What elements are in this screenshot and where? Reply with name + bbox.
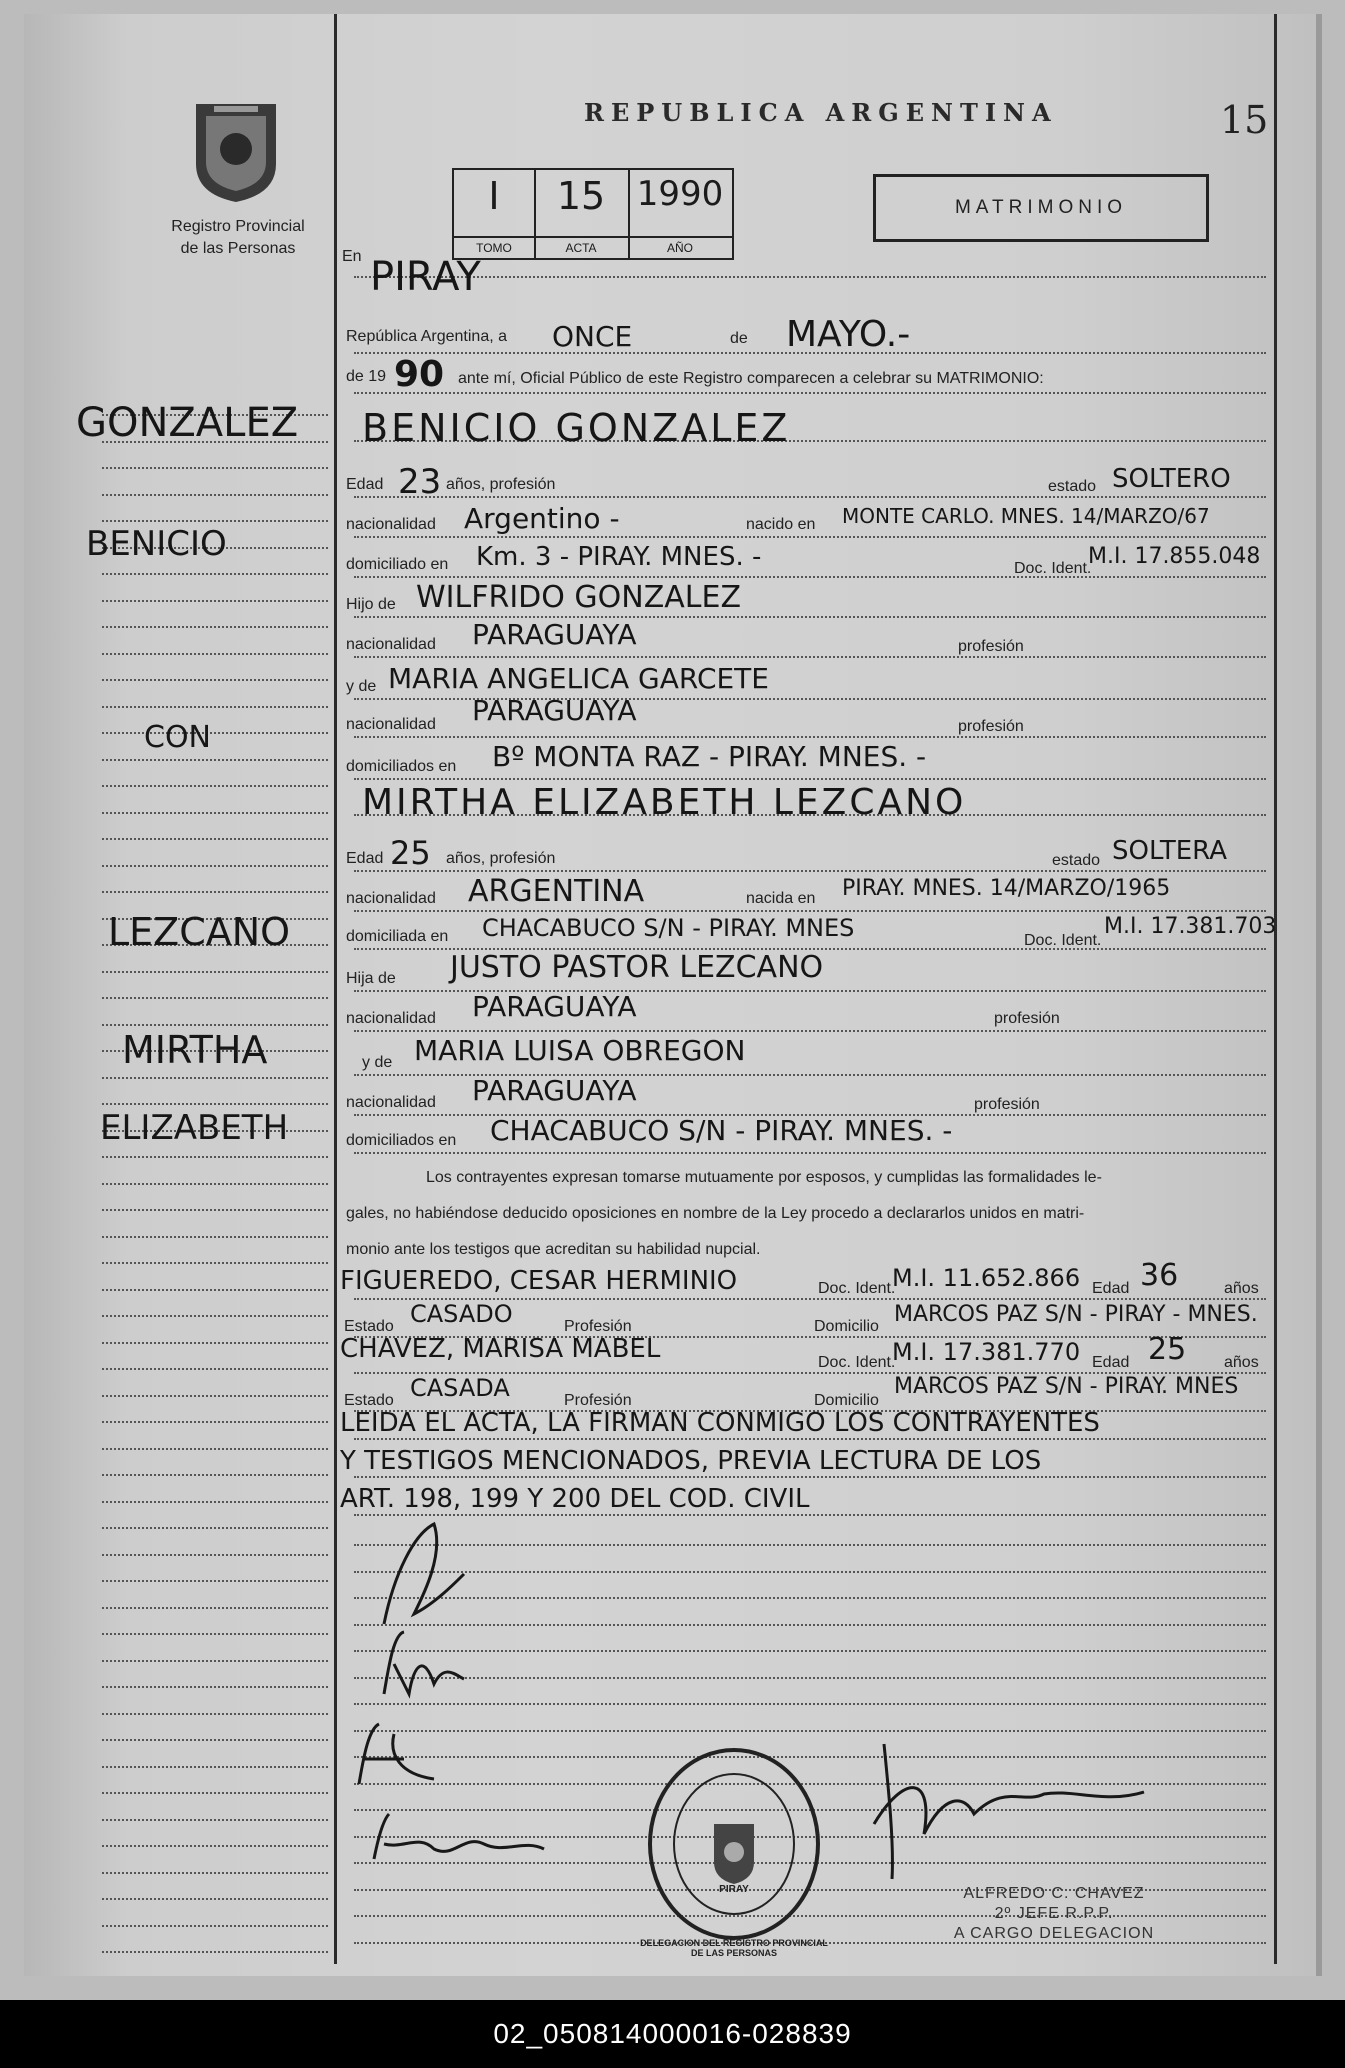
body-dotted-line <box>354 736 1266 738</box>
margin-dotted-line <box>102 1183 328 1185</box>
body-dotted-line <box>354 870 1266 872</box>
margin-surname-bride: LEZCANO <box>108 910 291 954</box>
ano-label: AÑO <box>628 236 732 258</box>
margin-dotted-line <box>102 1739 328 1741</box>
margin-dotted-line <box>102 1713 328 1715</box>
margin-dotted-line <box>102 1792 328 1794</box>
margin-dotted-line <box>102 1633 328 1635</box>
bride-parents-dom: CHACABUCO S/N - PIRAY. MNES. - <box>490 1114 953 1147</box>
margin-name-bride-2: ELIZABETH <box>100 1108 289 1148</box>
groom-yde-label: y de <box>346 678 377 695</box>
groom-nacido: MONTE CARLO. MNES. 14/MARZO/67 <box>842 504 1210 528</box>
ano-cell <box>628 170 732 258</box>
bride-nacida: PIRAY. MNES. 14/MARZO/1965 <box>842 876 1171 901</box>
margin-dotted-line <box>102 1951 328 1953</box>
witness1-signature <box>344 1714 454 1794</box>
margin-name-bride-1: MIRTHA <box>122 1028 268 1072</box>
body-dotted-line <box>354 496 1266 498</box>
acta-value: 15 <box>556 174 606 218</box>
margin-dotted-line <box>102 600 328 602</box>
margin-dotted-line <box>102 1289 328 1291</box>
margin-dotted-line <box>102 732 328 734</box>
groom-profesion-label: años, profesión <box>446 476 556 493</box>
body-dotted-line <box>354 1571 1266 1573</box>
witness2-doc-label: Doc. Ident. <box>818 1354 896 1371</box>
witness1-estado: CASADO <box>410 1300 513 1328</box>
witness1-estado-label: Estado <box>344 1318 394 1335</box>
declaration-line-2: gales, no habiéndose deducido oposiciones en nombre de la Ley procedo a declararlos unidos en matri- <box>346 1205 1085 1222</box>
margin-dotted-line <box>102 1686 328 1688</box>
margin-dotted-line <box>102 1819 328 1821</box>
margin-dotted-line <box>102 706 328 708</box>
groom-father-prof-label: profesión <box>958 638 1024 655</box>
margin-dotted-line <box>102 1236 328 1238</box>
witness2-estado: CASADA <box>410 1374 510 1402</box>
page-number: 15 <box>1220 98 1269 142</box>
bride-mother-prof-label: profesión <box>974 1096 1040 1113</box>
margin-dotted-line <box>102 1527 328 1529</box>
province-emblem-icon <box>184 94 288 204</box>
groom-nacionalidad: Argentino - <box>464 502 620 535</box>
acta-label: ACTA <box>534 236 628 258</box>
witness2-name: CHAVEZ, MARISA MABEL <box>340 1334 661 1364</box>
body-dotted-line <box>354 656 1266 658</box>
witness2-anos-label: años <box>1224 1354 1259 1371</box>
registry-name: Registro Provincial de las Personas <box>171 218 305 257</box>
stamp-ring-text: DELEGACION DEL REGISTRO PROVINCIAL DE LAS PERSONAS <box>640 1938 828 1958</box>
margin-dotted-line <box>102 838 328 840</box>
body-dotted-line <box>354 1650 1266 1652</box>
margin-dotted-line <box>102 1024 328 1026</box>
witness2-domicilio: MARCOS PAZ S/N - PIRAY. MNES <box>894 1374 1239 1399</box>
margin-dotted-line <box>102 1395 328 1397</box>
margin-dotted-line <box>102 1474 328 1476</box>
witness2-edad: 25 <box>1148 1332 1187 1367</box>
groom-mother-prof-label: profesión <box>958 718 1024 735</box>
margin-dotted-line <box>102 1925 328 1927</box>
groom-dom-label: domiciliado en <box>346 556 449 573</box>
right-border-line <box>1274 14 1277 1964</box>
bride-signature <box>364 1624 484 1704</box>
witness1-edad-label: Edad <box>1092 1280 1130 1297</box>
bride-nacida-label: nacida en <box>746 890 816 907</box>
margin-dotted-line <box>102 1766 328 1768</box>
bride-doc: M.I. 17.381.703 <box>1104 914 1277 939</box>
witness2-domicilio-label: Domicilio <box>814 1392 879 1409</box>
bride-hija-label: Hija de <box>346 970 396 987</box>
witness2-edad-label: Edad <box>1092 1354 1130 1371</box>
margin-dotted-line <box>102 1872 328 1874</box>
margin-dotted-line <box>102 1156 328 1158</box>
body-dotted-line <box>354 1476 1266 1478</box>
margin-dotted-line <box>102 1421 328 1423</box>
margin-dotted-line <box>102 1660 328 1662</box>
groom-mother: MARIA ANGELICA GARCETE <box>388 662 769 695</box>
year-value: 90 <box>394 354 445 395</box>
body-dotted-line <box>354 1030 1266 1032</box>
witness2-doc: M.I. 17.381.770 <box>892 1338 1081 1366</box>
month-value: MAYO.- <box>786 314 911 355</box>
groom-nac-label: nacionalidad <box>346 516 436 533</box>
place-value: PIRAY <box>370 254 481 300</box>
bride-mother: MARIA LUISA OBREGON <box>414 1034 746 1067</box>
margin-dotted-line <box>102 1368 328 1370</box>
groom-estado-label: estado <box>1048 478 1097 495</box>
de-label: de <box>730 330 748 347</box>
witness1-domicilio-label: Domicilio <box>814 1318 879 1335</box>
year-label: de 19 <box>346 368 387 385</box>
witness1-name: FIGUEREDO, CESAR HERMINIO <box>340 1266 738 1296</box>
officer-signature <box>844 1734 1164 1884</box>
margin-dotted-line <box>102 494 328 496</box>
margin-dotted-line <box>102 1315 328 1317</box>
margin-dotted-line <box>102 467 328 469</box>
officer-block <box>904 1884 1204 1944</box>
bride-father: JUSTO PASTOR LEZCANO <box>450 950 824 985</box>
closing-line-1: LEIDA EL ACTA, LA FIRMAN CONMIGO LOS CONTRAYENTES <box>340 1408 1100 1438</box>
intro-text: ante mí, Oficial Público de este Registro comparecen a celebrar su MATRIMONIO: <box>458 370 1044 387</box>
bride-edad-label: Edad <box>346 850 384 867</box>
groom-parents-dom-label: domiciliados en <box>346 758 457 775</box>
groom-hijo-label: Hijo de <box>346 596 396 613</box>
body-dotted-line <box>354 1597 1266 1599</box>
witness1-profesion-label: Profesión <box>564 1318 632 1335</box>
bride-estado: SOLTERA <box>1112 836 1227 866</box>
witness1-doc-label: Doc. Ident. <box>818 1280 896 1297</box>
ano-value: 1990 <box>636 174 724 214</box>
body-dotted-line <box>354 1677 1266 1679</box>
margin-dotted-line <box>102 1501 328 1503</box>
body-dotted-line <box>354 1514 1266 1516</box>
margin-dotted-line <box>102 1607 328 1609</box>
margin-dotted-line <box>102 1554 328 1556</box>
bride-profesion-label: años, profesión <box>446 850 556 867</box>
margin-dotted-line <box>102 1262 328 1264</box>
margin-dotted-line <box>102 520 328 522</box>
margin-dotted-line <box>102 1077 328 1079</box>
margin-dotted-line <box>102 679 328 681</box>
declaration-line-3: monio ante los testigos que acreditan su habilidad nupcial. <box>346 1241 761 1258</box>
margin-dotted-line <box>102 759 328 761</box>
groom-father-nac: PARAGUAYA <box>472 618 637 651</box>
bride-domicilio: CHACABUCO S/N - PIRAY. MNES <box>482 914 855 942</box>
acta-cell <box>534 170 630 258</box>
margin-dotted-line <box>102 997 328 999</box>
register-sheet <box>24 14 1322 1976</box>
page-title: REPUBLICA ARGENTINA <box>584 98 1058 127</box>
bride-mother-nac-label: nacionalidad <box>346 1094 436 1111</box>
scan-footer-code: 02_050814000016-028839 <box>0 2000 1345 2068</box>
margin-dotted-line <box>102 971 328 973</box>
bride-parents-dom-label: domiciliados en <box>346 1132 457 1149</box>
tomo-value: I <box>488 174 500 218</box>
groom-edad: 23 <box>398 462 442 502</box>
witness1-doc: M.I. 11.652.866 <box>892 1264 1081 1292</box>
witness2-signature <box>364 1804 554 1874</box>
declaration-line-1: Los contrayentes expresan tomarse mutuamente por esposos, y cumplidas las formalidades le- <box>426 1169 1102 1186</box>
body-dotted-line <box>354 778 1266 780</box>
witness2-profesion-label: Profesión <box>564 1392 632 1409</box>
margin-dotted-line <box>102 812 328 814</box>
body-dotted-line <box>354 276 1266 278</box>
witness1-domicilio: MARCOS PAZ S/N - PIRAY - MNES. <box>894 1302 1258 1327</box>
margin-dotted-line <box>102 626 328 628</box>
republica-label: República Argentina, a <box>346 328 507 345</box>
margin-dotted-line <box>102 1580 328 1582</box>
body-dotted-line <box>354 576 1266 578</box>
margin-dotted-line <box>102 1209 328 1211</box>
witness1-anos-label: años <box>1224 1280 1259 1297</box>
bride-nacionalidad: ARGENTINA <box>468 874 645 909</box>
margin-con: CON <box>144 720 212 755</box>
body-dotted-line <box>354 392 1266 394</box>
groom-signature <box>364 1514 484 1634</box>
official-stamp <box>644 1744 824 1944</box>
closing-line-2: Y TESTIGOS MENCIONADOS, PREVIA LECTURA DE LOS <box>340 1446 1042 1476</box>
body-dotted-line <box>354 910 1266 912</box>
stamp-center-text: PIRAY <box>719 1884 749 1895</box>
groom-doc-label: Doc. Ident. <box>1014 560 1092 577</box>
tomo-cell <box>454 170 536 258</box>
tomo-label: TOMO <box>454 236 534 258</box>
groom-father-nac-label: nacionalidad <box>346 636 436 653</box>
officer-name: ALFREDO C. CHAVEZ <box>963 1885 1145 1902</box>
groom-estado: SOLTERO <box>1112 464 1231 494</box>
groom-doc: M.I. 17.855.048 <box>1088 544 1261 569</box>
witness2-estado-label: Estado <box>344 1392 394 1409</box>
document-type-box: MATRIMONIO <box>873 174 1209 242</box>
margin-dotted-line <box>102 573 328 575</box>
bride-mother-nac: PARAGUAYA <box>472 1074 637 1107</box>
margin-column-line <box>334 14 337 1964</box>
groom-mother-nac: PARAGUAYA <box>472 694 637 727</box>
bride-nac-label: nacionalidad <box>346 890 436 907</box>
groom-father: WILFRIDO GONZALEZ <box>416 580 742 615</box>
day-value: ONCE <box>552 320 633 353</box>
bride-full-name: MIRTHA ELIZABETH LEZCANO <box>362 782 967 823</box>
bride-dom-label: domiciliada en <box>346 928 449 945</box>
body-dotted-line <box>354 536 1266 538</box>
margin-dotted-line <box>102 1448 328 1450</box>
margin-dotted-line <box>102 891 328 893</box>
body-dotted-line <box>354 1624 1266 1626</box>
groom-full-name: BENICIO GONZALEZ <box>362 406 791 450</box>
bride-estado-label: estado <box>1052 852 1101 869</box>
margin-surname-groom: GONZALEZ <box>76 400 299 446</box>
witness1-edad: 36 <box>1140 1258 1179 1293</box>
bride-father-prof-label: profesión <box>994 1010 1060 1027</box>
officer-role: A CARGO DELEGACION <box>953 1925 1155 1942</box>
bride-father-nac: PARAGUAYA <box>472 990 637 1023</box>
margin-dotted-line <box>102 785 328 787</box>
body-dotted-line <box>354 1438 1266 1440</box>
body-dotted-line <box>354 1152 1266 1154</box>
margin-dotted-line <box>102 865 328 867</box>
bride-yde-label: y de <box>362 1054 393 1071</box>
margin-dotted-line <box>102 1898 328 1900</box>
body-dotted-line <box>354 1544 1266 1546</box>
groom-parents-dom: Bº MONTA RAZ - PIRAY. MNES. - <box>492 740 927 773</box>
groom-nacido-label: nacido en <box>746 516 816 533</box>
bride-father-nac-label: nacionalidad <box>346 1010 436 1027</box>
registry-number-box <box>452 168 734 260</box>
en-label: En <box>342 248 362 265</box>
margin-dotted-line <box>102 1342 328 1344</box>
margin-dotted-line <box>102 1845 328 1847</box>
officer-title: 2º JEFE R.P.P. <box>994 1905 1114 1922</box>
margin-dotted-line <box>102 1103 328 1105</box>
bride-doc-label: Doc. Ident. <box>1024 932 1102 949</box>
bride-edad: 25 <box>390 834 431 872</box>
groom-mother-nac-label: nacionalidad <box>346 716 436 733</box>
body-dotted-line <box>354 1703 1266 1705</box>
closing-line-3: ART. 198, 199 Y 200 DEL COD. CIVIL <box>340 1484 810 1514</box>
margin-name-groom: BENICIO <box>86 524 227 564</box>
margin-dotted-line <box>102 653 328 655</box>
groom-domicilio: Km. 3 - PIRAY. MNES. - <box>476 542 762 572</box>
body-dotted-line <box>354 1730 1266 1732</box>
groom-edad-label: Edad <box>346 476 384 493</box>
